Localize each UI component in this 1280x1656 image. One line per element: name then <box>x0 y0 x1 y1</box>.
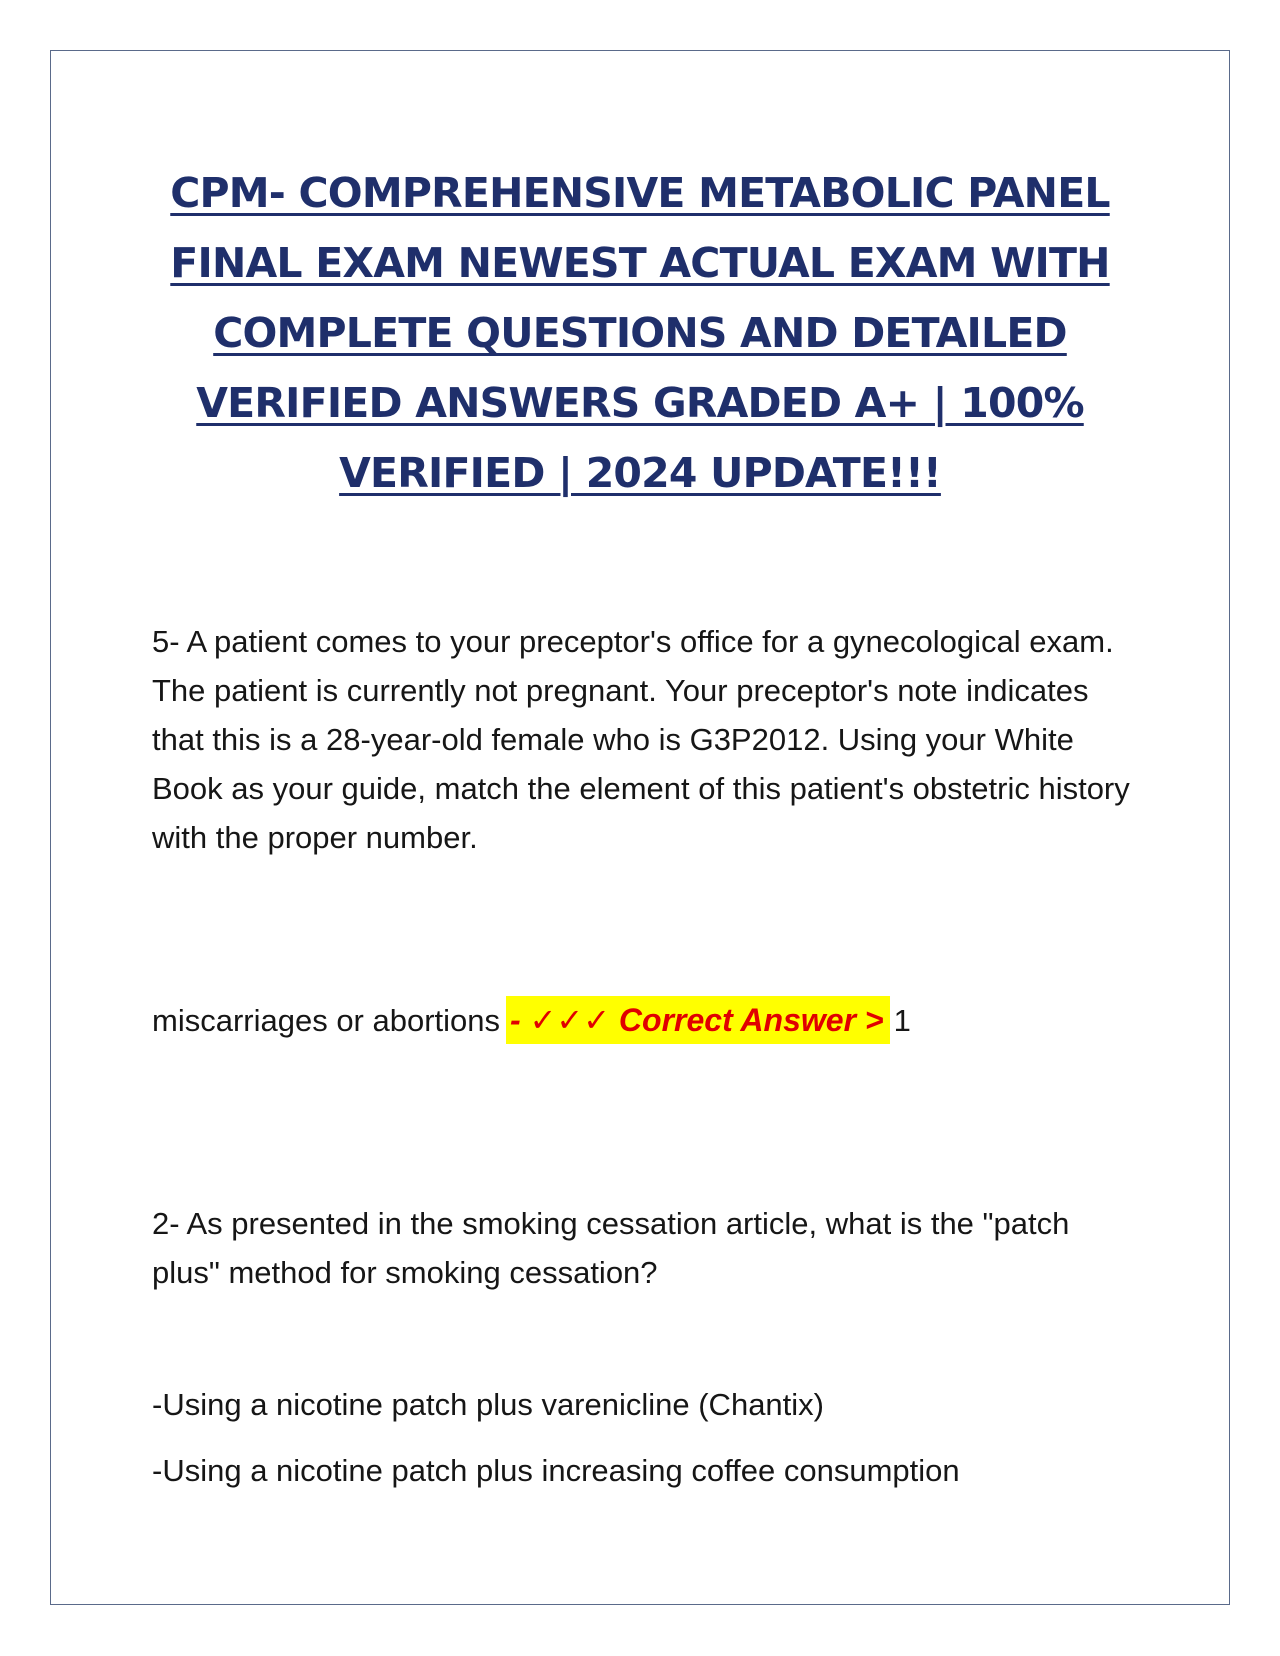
title-line-4: VERIFIED ANSWERS GRADED A+ | 100% <box>196 379 1084 427</box>
question-5-text: 5- A patient comes to your preceptor's office for a gynecological exam. The patient is currently not pregnant. Your preceptor's note indicates that this is a 28-year-old female who is G3P2012. Using your White Book as your guide, match the element of this patient's obstetric history with the proper number. <box>152 624 1130 855</box>
question-2-option-1: -Using a nicotine patch plus varenicline (Chantix) <box>152 1387 824 1422</box>
answer-5-value: 1 <box>893 1003 911 1038</box>
answer-5-term: miscarriages or abortions <box>152 1003 501 1038</box>
title-line-2: FINAL EXAM NEWEST ACTUAL EXAM WITH <box>170 239 1110 287</box>
correct-answer-marker: - ✓✓✓ Correct Answer > <box>506 996 890 1044</box>
question-2-option-2: -Using a nicotine patch plus increasing coffee consumption <box>152 1453 960 1488</box>
title-line-1: CPM- COMPREHENSIVE METABOLIC PANEL <box>170 169 1110 217</box>
title-line-5: VERIFIED | 2024 UPDATE!!! <box>339 449 941 497</box>
document-title <box>130 158 1150 508</box>
answer-5-line <box>152 996 911 1045</box>
question-2-text: 2- As presented in the smoking cessation article, what is the "patch plus" method for smoking cessation? <box>152 1206 1070 1290</box>
title-line-3: COMPLETE QUESTIONS AND DETAILED <box>213 309 1067 357</box>
